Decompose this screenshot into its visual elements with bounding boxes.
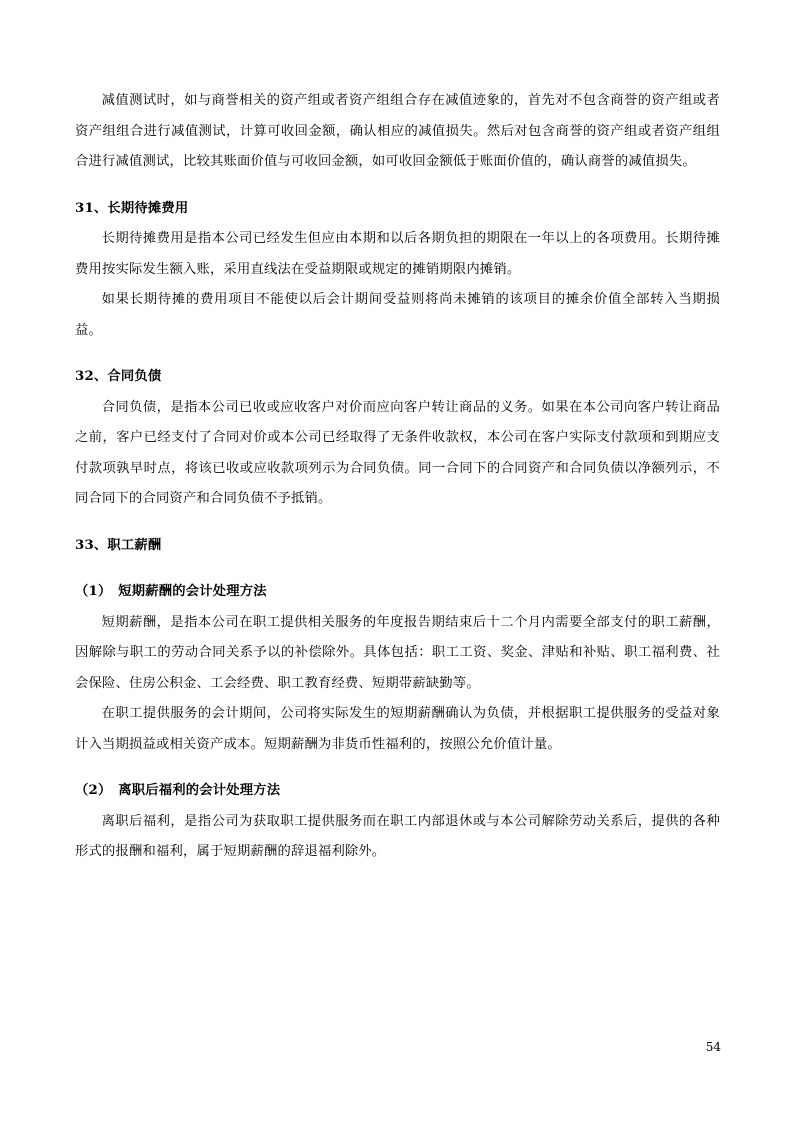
section-heading-31: 31、长期待摊费用	[75, 200, 189, 216]
section-heading-33: 33、职工薪酬	[75, 537, 162, 553]
document-body	[75, 86, 720, 868]
sub-heading-33-1: （1） 短期薪酬的会计处理方法	[75, 584, 267, 599]
paragraph-short-term-comp-1: 短期薪酬，是指本公司在职工提供相关服务的年度报告期结束后十二个月内需要全部支付的职工薪酬，因解除与职工的劳动合同关系予以的补偿除外。具体包括：职工工资、奖金、津贴和补贴、职工福利费、社会保险、住房公积金、工会经费、职工教育经费、短期带薪缺勤等。	[75, 614, 720, 691]
paragraph-short-term-comp-2: 在职工提供服务的会计期间，公司将实际发生的短期薪酬确认为负债，并根据职工提供服务的受益对象计入当期损益或相关资产成本。短期薪酬为非货币性福利的，按照公允价值计量。	[75, 706, 720, 752]
paragraph-long-term-prepaid-1: 长期待摊费用是指本公司已经发生但应由本期和以后各期负担的期限在一年以上的各项费用。长期待摊费用按实际发生额入账，采用直线法在受益期限或规定的摊销期限内摊销。	[75, 231, 720, 277]
paragraph-contract-liabilities: 合同负债，是指本公司已收或应收客户对价而应向客户转让商品的义务。如果在本公司向客户转让商品之前，客户已经支付了合同对价或本公司已经取得了无条件收款权，本公司在客户实际支付款项和到期应支付款项孰早时点，将该已收或应收款项列示为合同负债。同一合同下的合同资产和合同负债以净额列示，不同合同下的合同资产和合同负债不予抵销。	[75, 399, 720, 506]
paragraph-post-employment-benefits: 离职后福利，是指公司为获取职工提供服务而在职工内部退休或与本公司解除劳动关系后，提供的各种形式的报酬和福利，属于短期薪酬的辞退福利除外。	[75, 813, 720, 859]
page-number: 54	[705, 1040, 721, 1054]
paragraph-goodwill-impairment: 减值测试时，如与商誉相关的资产组或者资产组组合存在减值迹象的，首先对不包含商誉的资产组或者资产组组合进行减值测试，计算可收回金额，确认相应的减值损失。然后对包含商誉的资产组或者资产组组合进行减值测试，比较其账面价值与可收回金额，如可收回金额低于账面价值的，确认商誉的减值损失。	[75, 93, 720, 169]
paragraph-long-term-prepaid-2: 如果长期待摊的费用项目不能使以后会计期间受益则将尚未摊销的该项目的摊余价值全部转入当期损益。	[75, 292, 720, 338]
section-heading-32: 32、合同负债	[75, 369, 162, 384]
sub-heading-33-2: （2） 离职后福利的会计处理方法	[75, 783, 281, 798]
